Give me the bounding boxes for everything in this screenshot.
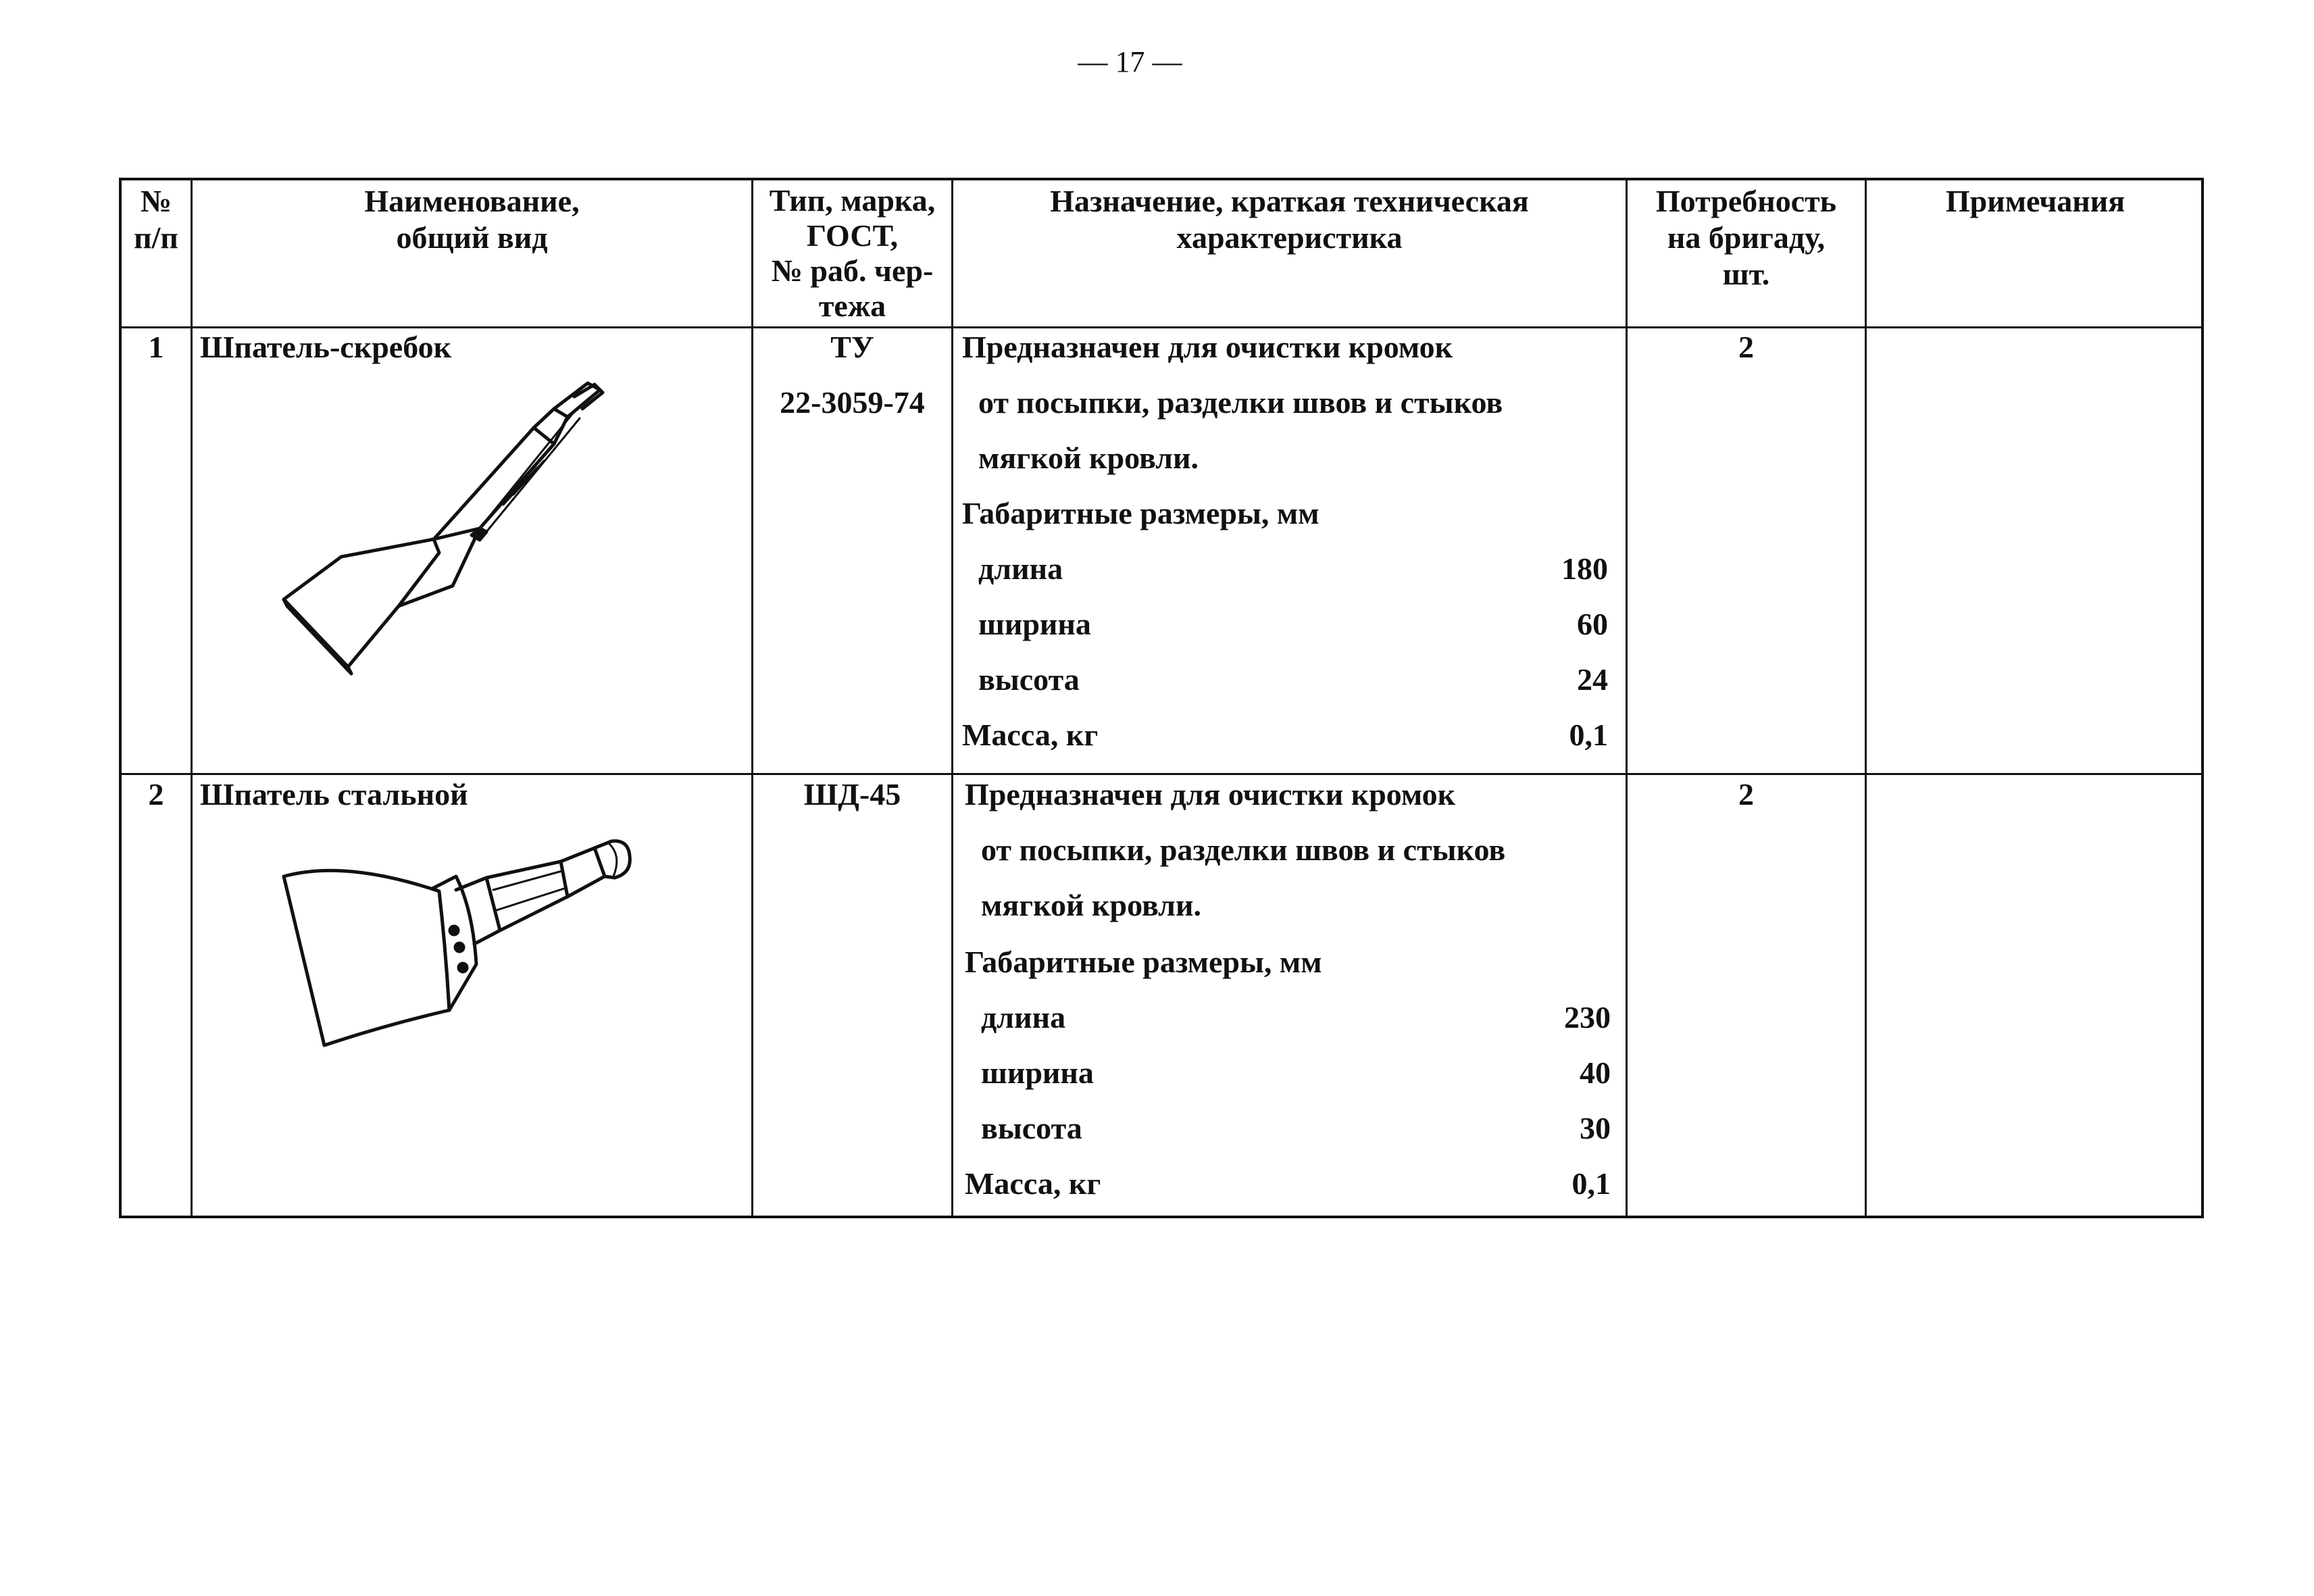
page-number: — 17 — (1078, 45, 1182, 78)
row2-purpose-line3: мягкой кровли. (981, 888, 1201, 922)
row2-need: 2 (1738, 777, 1754, 812)
row2-dim-value: 40 (1580, 1055, 1611, 1090)
row1-dim-label: длина (978, 551, 1063, 586)
header-purpose: Назначение, краткая техническая характеристика (1050, 184, 1529, 255)
row2-number: 2 (148, 777, 164, 812)
row2-dim-value: 30 (1580, 1111, 1611, 1145)
row1-purpose-line1: Предназначен для очистки кромок (962, 330, 1453, 364)
scraper-spatula-drawing (277, 376, 628, 687)
column-divider (951, 180, 953, 1216)
header-name: Наименование, общий вид (364, 184, 580, 255)
header-need: Потребность на бригаду, шт. (1655, 184, 1837, 291)
row1-dim-label: высота (978, 662, 1080, 697)
row1-mass-value: 0,1 (1569, 718, 1608, 752)
row1-purpose-line4: Габаритные размеры, мм (962, 496, 1319, 530)
header-number: № п/п (134, 184, 178, 255)
header-notes: Примечания (1945, 184, 2126, 218)
row1-dim-label: ширина (978, 607, 1091, 641)
equipment-table (119, 178, 2204, 1218)
row1-mass-label: Масса, кг (962, 718, 1099, 752)
row2-mass-label: Масса, кг (965, 1166, 1101, 1201)
column-divider (191, 180, 193, 1216)
row2-dim-label: ширина (981, 1055, 1094, 1090)
row1-name: Шпатель-скребок (200, 330, 452, 364)
row1-purpose-line2: от посыпки, разделки швов и стыков (978, 385, 1503, 420)
row1-dim-value: 24 (1577, 662, 1608, 697)
row2-dim-label: высота (981, 1111, 1082, 1145)
row2-purpose-line2: от посыпки, разделки швов и стыков (981, 832, 1506, 867)
row2-dim-value: 230 (1564, 1000, 1611, 1034)
row2-name: Шпатель стальной (200, 777, 468, 812)
row1-need: 2 (1738, 330, 1754, 364)
row1-dim-value: 180 (1561, 551, 1608, 586)
column-divider (1865, 180, 1867, 1216)
row1-purpose-line3: мягкой кровли. (978, 441, 1199, 475)
steel-spatula-drawing (277, 829, 682, 1066)
row2-purpose-line4: Габаритные размеры, мм (965, 945, 1322, 979)
row-divider (122, 326, 2201, 328)
row2-type-line1: ШД-45 (803, 777, 901, 812)
row1-type-line1: ТУ (830, 330, 874, 364)
row2-purpose-line1: Предназначен для очистки кромок (965, 777, 1456, 812)
row2-mass-value: 0,1 (1571, 1166, 1611, 1201)
row1-type-line2: 22-3059-74 (780, 385, 925, 420)
row1-number: 1 (148, 330, 164, 364)
row2-dim-label: длина (981, 1000, 1066, 1034)
header-type: Тип, марка, ГОСТ, № раб. чер- тежа (769, 183, 936, 323)
row1-dim-value: 60 (1577, 607, 1608, 641)
row-divider (122, 773, 2201, 775)
